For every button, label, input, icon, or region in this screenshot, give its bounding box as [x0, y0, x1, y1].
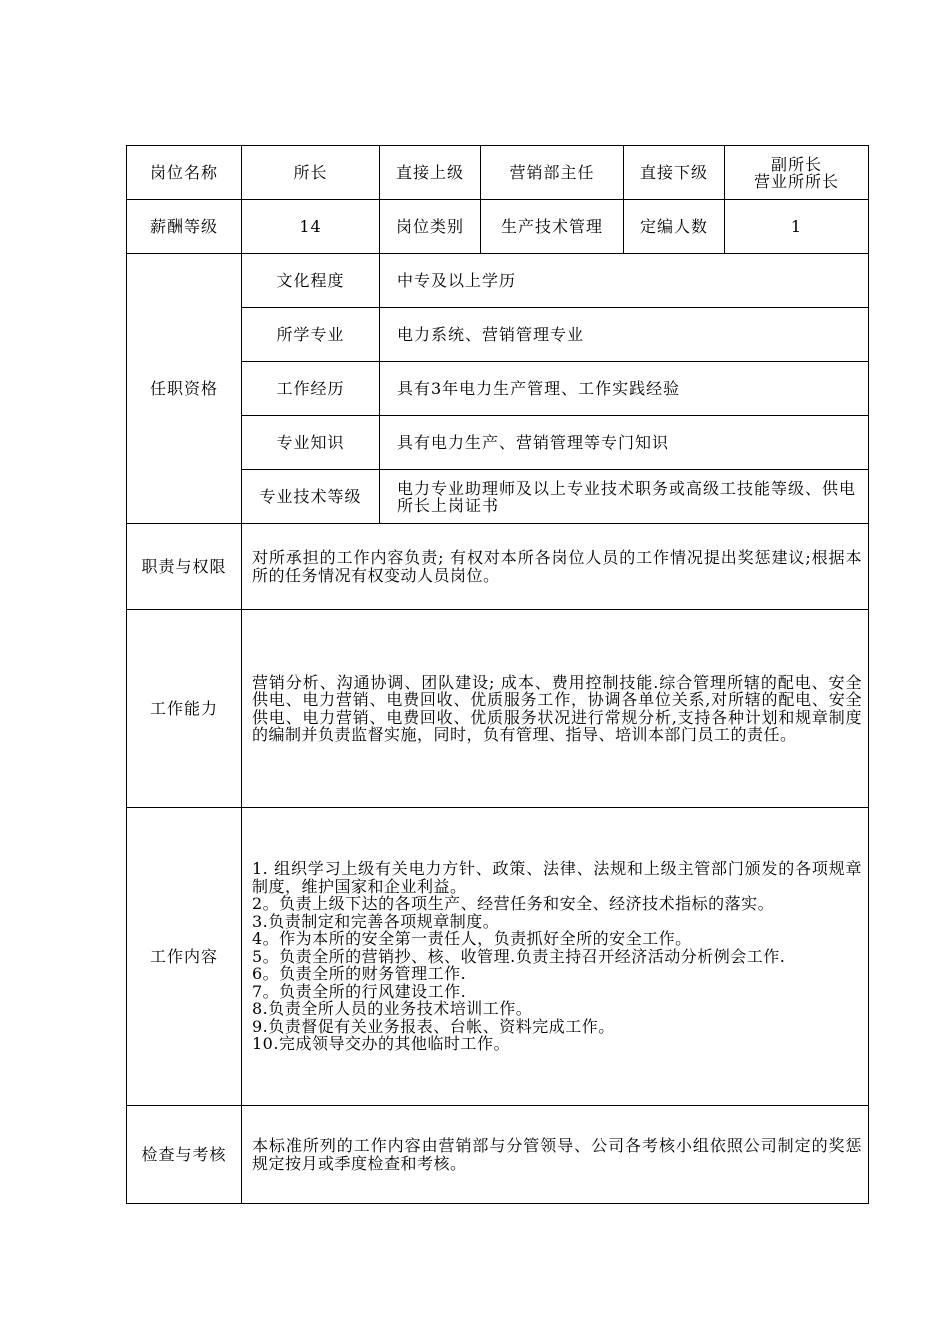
content-item-4: 4。作为本所的安全第一责任人，负责抓好全所的安全工作。 — [252, 929, 692, 949]
row-ability — [127, 610, 869, 808]
superior-label: 直接上级 — [380, 146, 481, 200]
tech-level-value: 电力专业助理师及以上专业技术职务或高级工技能等级、供电所长上岗证书 — [380, 470, 869, 524]
assessment-text: 本标准所列的工作内容由营销部与分管领导、公司各考核小组依照公司制定的奖惩规定按月或季度检查和考核。 — [242, 1106, 869, 1204]
content-item-9: 9.负责督促有关业务报表、台帐、资料完成工作。 — [252, 1016, 615, 1036]
content-item-1: 1. 组织学习上级有关电力方针、政策、法律、法规和上级主管部门颁发的各项规章制度，维护国家和企业利益。 — [252, 859, 862, 896]
major-value: 电力系统、营销管理专业 — [380, 308, 869, 362]
education-value: 中专及以上学历 — [380, 254, 869, 308]
row-content — [127, 808, 869, 1106]
knowledge-label: 专业知识 — [242, 416, 380, 470]
ability-label: 工作能力 — [127, 610, 242, 808]
education-label: 文化程度 — [242, 254, 380, 308]
category-label: 岗位类别 — [380, 200, 481, 254]
ability-text: 营销分析、沟通协调、团队建设; 成本、费用控制技能.综合管理所辖的配电、安全供电、电力营销、电费回收、优质服务工作，协调各单位关系,对所辖的配电、安全供电、电力营销、电费回收、优质服务状况进行常规分析,支持各种计划和规章制度的编制并负责监督实施，同时，负有管理、指导、培训本部门员工的责任。 — [242, 610, 869, 808]
content-item-6: 6。负责全所的财务管理工作. — [252, 964, 467, 984]
experience-value: 具有3年电力生产管理、工作实践经验 — [380, 362, 869, 416]
subordinate-1: 副所长 — [770, 154, 822, 174]
headcount-value: 1 — [725, 200, 869, 254]
qualifications-label: 任职资格 — [127, 254, 242, 524]
subordinate-2: 营业所所长 — [753, 171, 839, 191]
experience-label: 工作经历 — [242, 362, 380, 416]
subordinate-label: 直接下级 — [624, 146, 725, 200]
major-label: 所学专业 — [242, 308, 380, 362]
headcount-label: 定编人数 — [624, 200, 725, 254]
knowledge-value: 具有电力生产、营销管理等专门知识 — [380, 416, 869, 470]
content-item-7: 7。负责全所的行风建设工作. — [252, 981, 467, 1001]
tech-level-label: 专业技术等级 — [242, 470, 380, 524]
content-label: 工作内容 — [127, 808, 242, 1106]
content-item-8: 8.负责全所人员的业务技术培训工作。 — [252, 999, 533, 1019]
pay-grade-label: 薪酬等级 — [127, 200, 242, 254]
duties-label: 职责与权限 — [127, 524, 242, 610]
row-assessment — [127, 1106, 869, 1204]
row-post-name — [127, 146, 869, 200]
category-value: 生产技术管理 — [481, 200, 624, 254]
content-list — [242, 808, 869, 1106]
assessment-label: 检查与考核 — [127, 1106, 242, 1204]
content-item-5: 5。负责全所的营销抄、核、收管理.负责主持召开经济活动分析例会工作. — [252, 946, 786, 966]
post-name-value: 所长 — [242, 146, 380, 200]
content-item-3: 3.负责制定和完善各项规章制度。 — [252, 911, 500, 931]
row-pay-grade — [127, 200, 869, 254]
subordinate-value — [725, 146, 869, 200]
post-name-label: 岗位名称 — [127, 146, 242, 200]
pay-grade-value: 14 — [242, 200, 380, 254]
job-description-form — [126, 145, 868, 1205]
job-description-table — [126, 145, 869, 1204]
row-duties — [127, 524, 869, 610]
duties-text: 对所承担的工作内容负责; 有权对本所各岗位人员的工作情况提出奖惩建议;根据本所的任务情况有权变动人员岗位。 — [242, 524, 869, 610]
content-item-2: 2。负责上级下达的各项生产、经营任务和安全、经济技术指标的落实。 — [252, 894, 775, 914]
superior-value: 营销部主任 — [481, 146, 624, 200]
row-qualification-education — [127, 254, 869, 308]
content-item-10: 10.完成领导交办的其他临时工作。 — [252, 1034, 510, 1054]
